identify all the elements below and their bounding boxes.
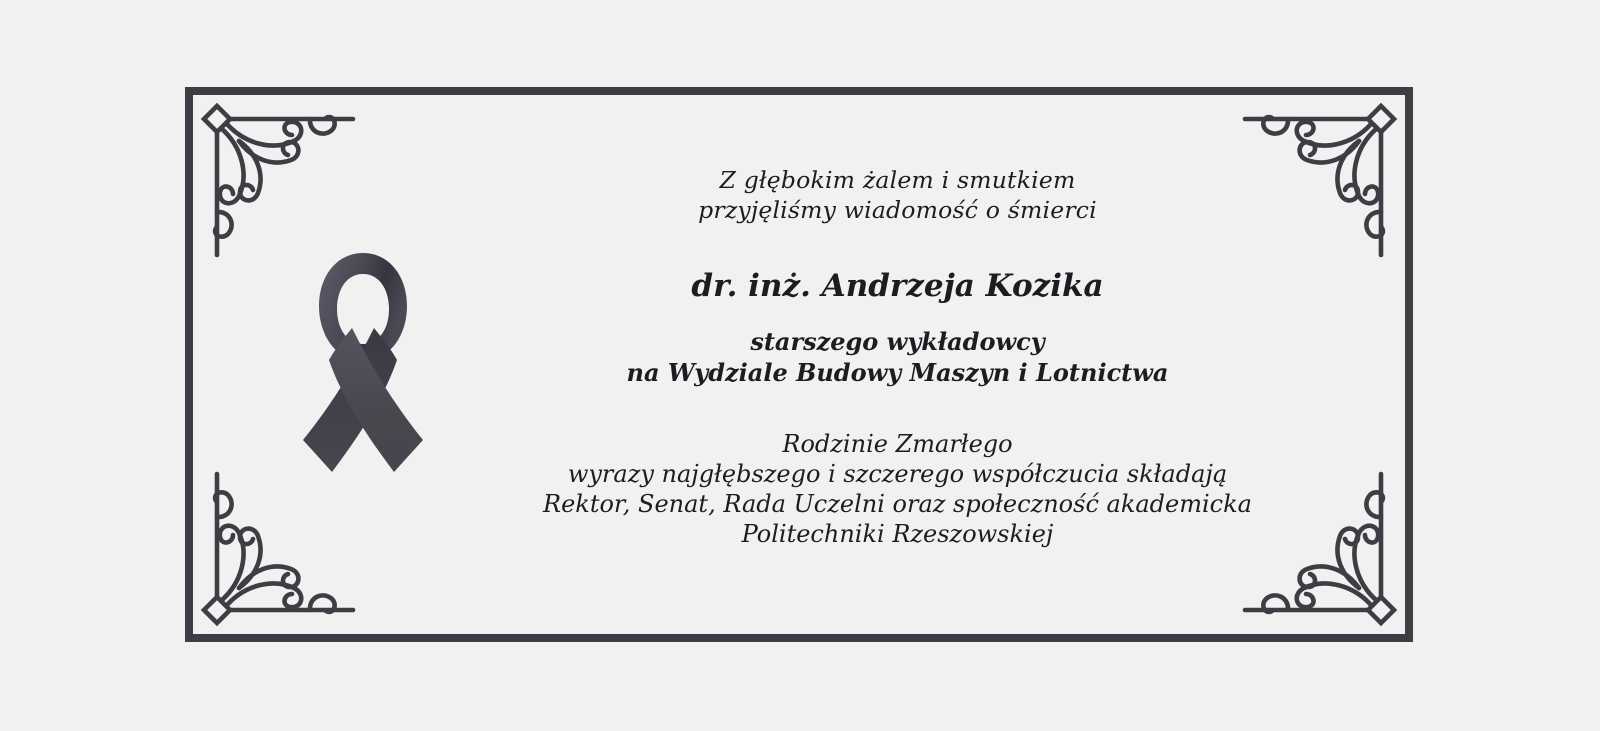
condolence-lines — [420, 429, 1375, 549]
condolence-line-4: Politechniki Rzeszowskiej — [741, 520, 1054, 548]
mourning-ribbon-icon — [288, 248, 438, 473]
position-lines — [420, 326, 1375, 388]
condolence-line-3: Rektor, Senat, Rada Uczelni oraz społeczność akademicka — [543, 490, 1252, 518]
intro-line-2: przyjęliśmy wiadomość o śmierci — [698, 196, 1097, 224]
condolence-line-1: Rodzinie Zmarłego — [782, 430, 1013, 458]
corner-flourish-icon — [197, 99, 357, 259]
intro-line-1: Z głębokim żalem i smutkiem — [719, 166, 1076, 194]
corner-flourish-icon — [197, 470, 357, 630]
condolence-line-2: wyrazy najgłębszego i szczerego współczucia składają — [567, 460, 1228, 488]
position-line-1: starszego wykładowcy — [750, 327, 1045, 356]
memorial-text — [420, 0, 1375, 731]
position-line-2: na Wydziale Budowy Maszyn i Lotnictwa — [626, 358, 1169, 387]
deceased-name: dr. inż. Andrzeja Kozika — [691, 268, 1104, 304]
intro-lines — [420, 165, 1375, 225]
